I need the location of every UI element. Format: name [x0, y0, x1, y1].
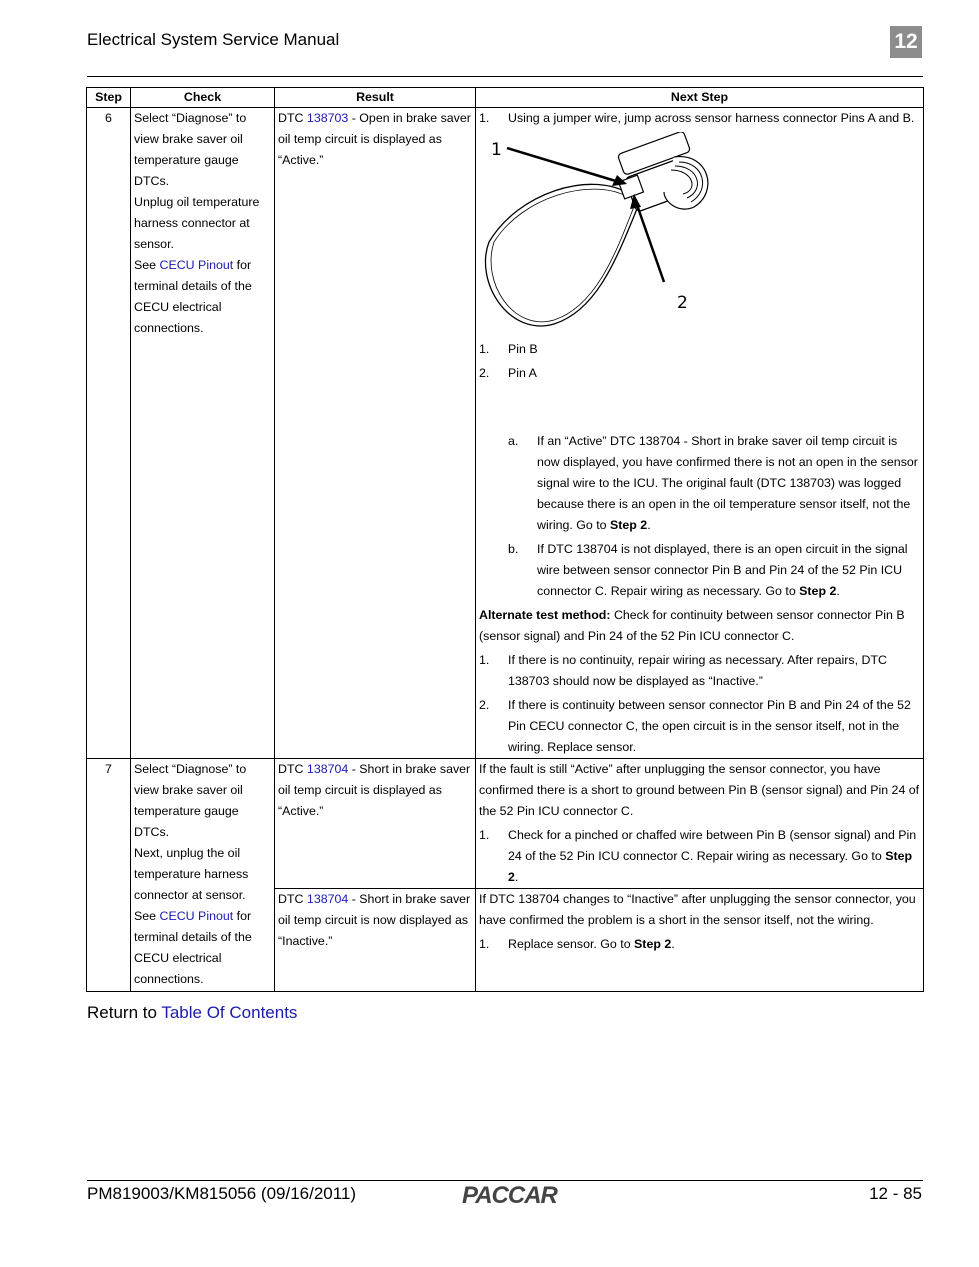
- column-header-result: Result: [275, 88, 476, 108]
- next-step-cell: [476, 759, 924, 889]
- page-header-title: Electrical System Service Manual: [87, 30, 340, 49]
- list-item: 1. Replace sensor. Go to Step 2.: [479, 937, 675, 951]
- column-header-step: Step: [87, 88, 131, 108]
- check-cell: [131, 108, 275, 759]
- check-cell: [131, 759, 275, 992]
- footer-doc-id: PM819003/KM815056 (09/16/2011): [87, 1184, 357, 1203]
- step-number: 6: [87, 108, 131, 759]
- table-row-step-7: [87, 759, 924, 889]
- dtc-link-138703[interactable]: 138703: [306, 111, 349, 125]
- check-text: Next, unplug the oil temperature harness connector at sensor.: [134, 846, 249, 902]
- list-item: 1. Using a jumper wire, jump across sensor harness connector Pins A and B.: [479, 111, 915, 125]
- header-divider: [87, 76, 923, 77]
- list-item: 2. If there is continuity between sensor connector Pin B and Pin 24 of the 52 Pin CECU connector C, the open circuit is in the sensor itself, not in the wiring. Replace sensor.: [479, 698, 911, 754]
- table-header-row: [87, 88, 924, 108]
- result-cell: DTC 138704 - Short in brake saver oil temp circuit is displayed as “Active.”: [275, 759, 476, 889]
- footer-divider: [87, 1180, 923, 1181]
- check-see-line: See CECU Pinout for terminal details of the CECU electrical connections.: [134, 909, 252, 986]
- result-cell: DTC 138704 - Short in brake saver oil temp circuit is now displayed as “Inactive.”: [275, 889, 476, 992]
- list-item: b. If DTC 138704 is not displayed, there is an open circuit in the signal wire between sensor connector Pin B and Pin 24 of the 52 Pin ICU connector C. Repair wiring as necessary. Go to Step 2.: [508, 542, 908, 598]
- list-item: 1. If there is no continuity, repair wiring as necessary. After repairs, DTC 138703 should now be displayed as “Inactive.”: [479, 653, 887, 688]
- step-number: 7: [87, 759, 131, 992]
- callout-1: 1: [491, 140, 502, 160]
- table-of-contents-link[interactable]: Table Of Contents: [161, 1003, 298, 1022]
- cecu-pinout-link[interactable]: CECU Pinout: [159, 909, 234, 923]
- jumper-wire-figure: [479, 132, 729, 332]
- next-step-cell: [476, 108, 924, 759]
- page-number: 12 - 85: [869, 1184, 922, 1203]
- result-cell: DTC 138703 - Open in brake saver oil temp circuit is displayed as “Active.”: [275, 108, 476, 759]
- legend-item: 1. Pin B: [479, 342, 538, 356]
- cecu-pinout-link[interactable]: CECU Pinout: [159, 258, 234, 272]
- check-see-line: See CECU Pinout for terminal details of the CECU electrical connections.: [134, 258, 252, 335]
- column-header-next-step: Next Step: [476, 88, 924, 108]
- check-text: Select “Diagnose” to view brake saver oil temperature gauge DTCs.: [134, 111, 247, 188]
- next-step-intro: If DTC 138704 changes to “Inactive” after unplugging the sensor connector, you have confirmed the problem is a short in the sensor itself, not the wiring.: [479, 892, 916, 927]
- table-row-step-6: [87, 108, 924, 759]
- paccar-logo: [462, 1182, 568, 1208]
- chapter-badge: 12: [890, 26, 922, 58]
- next-step-cell: [476, 889, 924, 992]
- paccar-logo-text: PACCAR: [462, 1182, 557, 1208]
- dtc-link-138704[interactable]: 138704: [306, 892, 349, 906]
- diagnostic-table: [86, 87, 924, 992]
- list-item: 1. Check for a pinched or chaffed wire between Pin B (sensor signal) and Pin 24 of the 52 Pin ICU connector C. Repair wiring as necessary. Go to Step 2.: [479, 828, 917, 884]
- check-text: Unplug oil temperature harness connector at sensor.: [134, 195, 260, 251]
- return-to-toc: Return to Table Of Contents: [87, 1003, 298, 1022]
- column-header-check: Check: [131, 88, 275, 108]
- dtc-link-138704[interactable]: 138704: [306, 762, 349, 776]
- list-item: a. If an “Active” DTC 138704 - Short in brake saver oil temp circuit is now displayed, you have confirmed there is not an open in the sensor signal wire to the ICU. The original fault (DTC 138703) was logged because there is an open in the oil temperature sensor itself, not the wiring. Go to Step 2.: [508, 434, 918, 532]
- next-step-intro: If the fault is still “Active” after unplugging the sensor connector, you have confirmed there is a short to ground between Pin B (sensor signal) and Pin 24 of the 52 Pin ICU connector C.: [479, 762, 920, 818]
- connector-icon: [617, 132, 708, 212]
- alternate-test-paragraph: Alternate test method: Check for continuity between sensor connector Pin B (sensor signal) and Pin 24 of the 52 Pin ICU connector C.: [479, 608, 905, 643]
- callout-2: 2: [677, 293, 688, 313]
- check-text: Select “Diagnose” to view brake saver oil temperature gauge DTCs.: [134, 762, 247, 839]
- legend-item: 2. Pin A: [479, 366, 537, 380]
